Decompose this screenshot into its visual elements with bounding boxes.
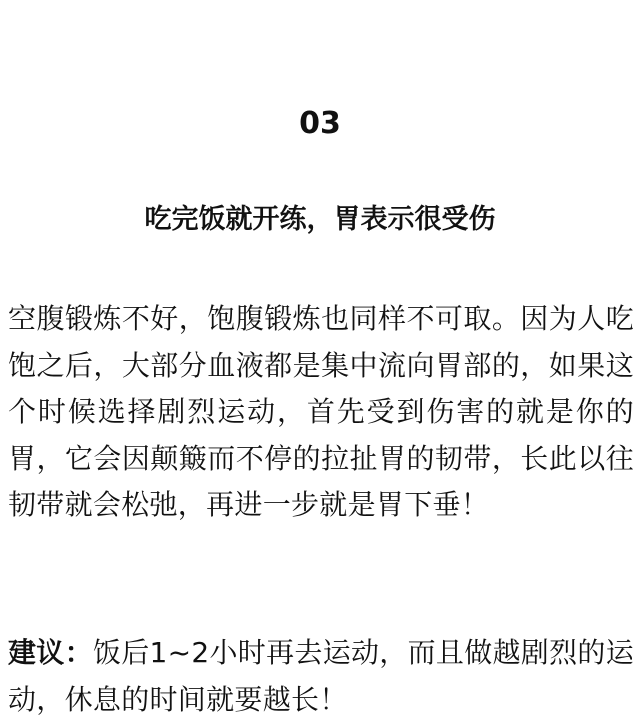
section-number: 03 — [299, 106, 341, 141]
advice-label: 建议： — [8, 636, 93, 669]
body-paragraph: 空腹锻炼不好，饱腹锻炼也同样不可取。因为人吃饱之后，大部分血液都是集中流向胃部的，如果这个时候选择剧烈运动，首先受到伤害的就是你的胃，它会因颠簸而不停的拉扯胃的韧带，长此以往韧带就会松弛，再进一步就是胃下垂！ — [8, 302, 634, 521]
advice-text: 饭后1~2小时再去运动，而且做越剧烈的运动，休息的时间就要越长！ — [8, 636, 634, 716]
advice-paragraph — [8, 630, 634, 723]
section-title: 吃完饭就开练，胃表示很受伤 — [144, 204, 496, 235]
